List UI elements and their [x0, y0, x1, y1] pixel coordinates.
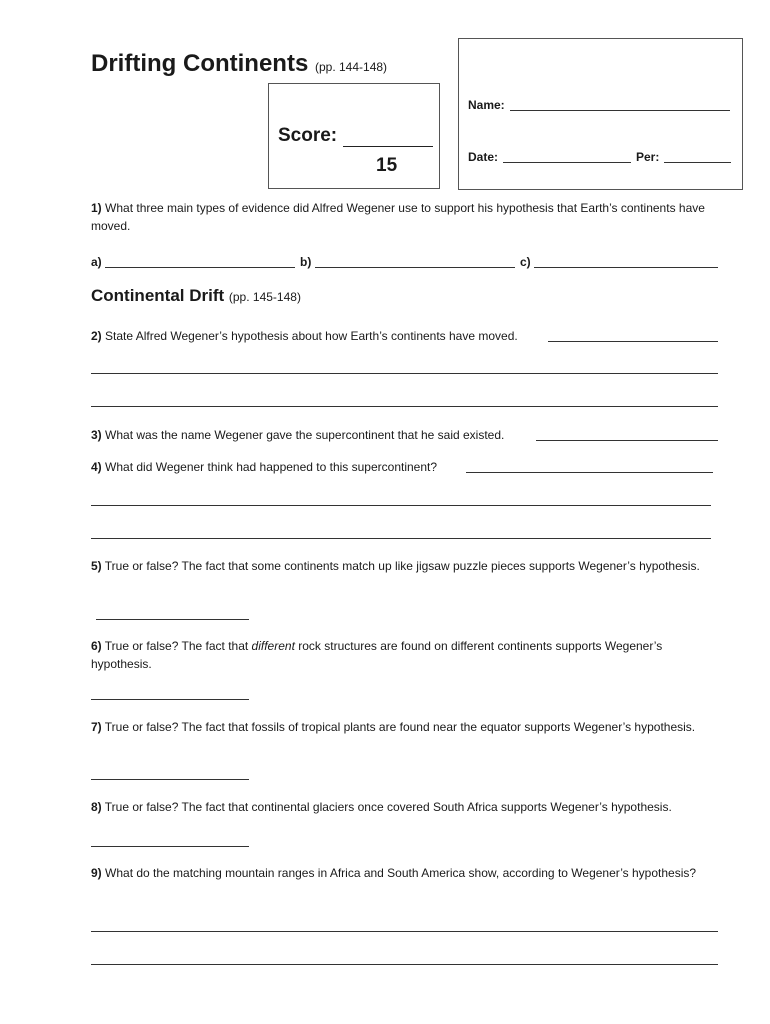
name-label: Name:	[468, 98, 505, 112]
period-field[interactable]	[664, 162, 731, 163]
question-6: 6) True or false? The fact that different rock structures are found on different continents supports Wegener’s hypothesis.	[91, 639, 663, 671]
student-info-box	[458, 38, 743, 190]
score-field[interactable]	[343, 146, 433, 147]
page-title: Drifting Continents (pp. 144-148)	[91, 50, 388, 77]
answer-4-line-1[interactable]	[466, 472, 713, 473]
date-field[interactable]	[503, 162, 631, 163]
answer-c-label: c)	[520, 255, 531, 269]
answer-3-line[interactable]	[536, 440, 718, 441]
answer-7-line[interactable]	[91, 779, 249, 780]
question-2: 2) State Alfred Wegener’s hypothesis about how Earth’s continents have moved.	[91, 329, 518, 343]
date-label: Date:	[468, 150, 499, 164]
title-pages: (pp. 144-148)	[314, 60, 388, 74]
name-field[interactable]	[510, 110, 730, 111]
period-label: Per:	[636, 150, 660, 164]
question-3: 3) What was the name Wegener gave the supercontinent that he said existed.	[91, 428, 505, 442]
answer-9-line-2[interactable]	[91, 964, 718, 965]
question-1: 1) What three main types of evidence did Alfred Wegener use to support his hypothesis that Earth’s continents have moved.	[91, 201, 705, 233]
answer-4-line-2[interactable]	[91, 505, 711, 506]
answer-9-line-1[interactable]	[91, 931, 718, 932]
section-heading: Continental Drift (pp. 145-148)	[91, 286, 301, 305]
section-pages: (pp. 145-148)	[228, 290, 301, 304]
answer-b-field[interactable]	[315, 267, 515, 268]
question-9: 9) What do the matching mountain ranges in Africa and South America show, according to Wegener’s hypothesis?	[91, 866, 697, 880]
answer-2-line-1[interactable]	[548, 341, 718, 342]
answer-2-line-2[interactable]	[91, 373, 718, 374]
score-total: 15	[376, 155, 398, 176]
answer-4-line-3[interactable]	[91, 538, 711, 539]
question-5: 5) True or false? The fact that some continents match up like jigsaw puzzle pieces supports Wegener’s hypothesis.	[91, 559, 700, 573]
answer-a-label: a)	[91, 255, 102, 269]
question-7: 7) True or false? The fact that fossils of tropical plants are found near the equator supports Wegener’s hypothesis.	[91, 720, 696, 734]
answer-8-line[interactable]	[91, 846, 249, 847]
answer-c-field[interactable]	[534, 267, 718, 268]
question-8: 8) True or false? The fact that continental glaciers once covered South Africa supports Wegener’s hypothesis.	[91, 800, 672, 814]
question-4: 4) What did Wegener think had happened to this supercontinent?	[91, 460, 438, 474]
answer-2-line-3[interactable]	[91, 406, 718, 407]
answer-b-label: b)	[300, 255, 312, 269]
answer-5-line[interactable]	[96, 619, 249, 620]
score-label: Score:	[278, 125, 338, 146]
answer-6-line[interactable]	[91, 699, 249, 700]
answer-a-field[interactable]	[105, 267, 295, 268]
